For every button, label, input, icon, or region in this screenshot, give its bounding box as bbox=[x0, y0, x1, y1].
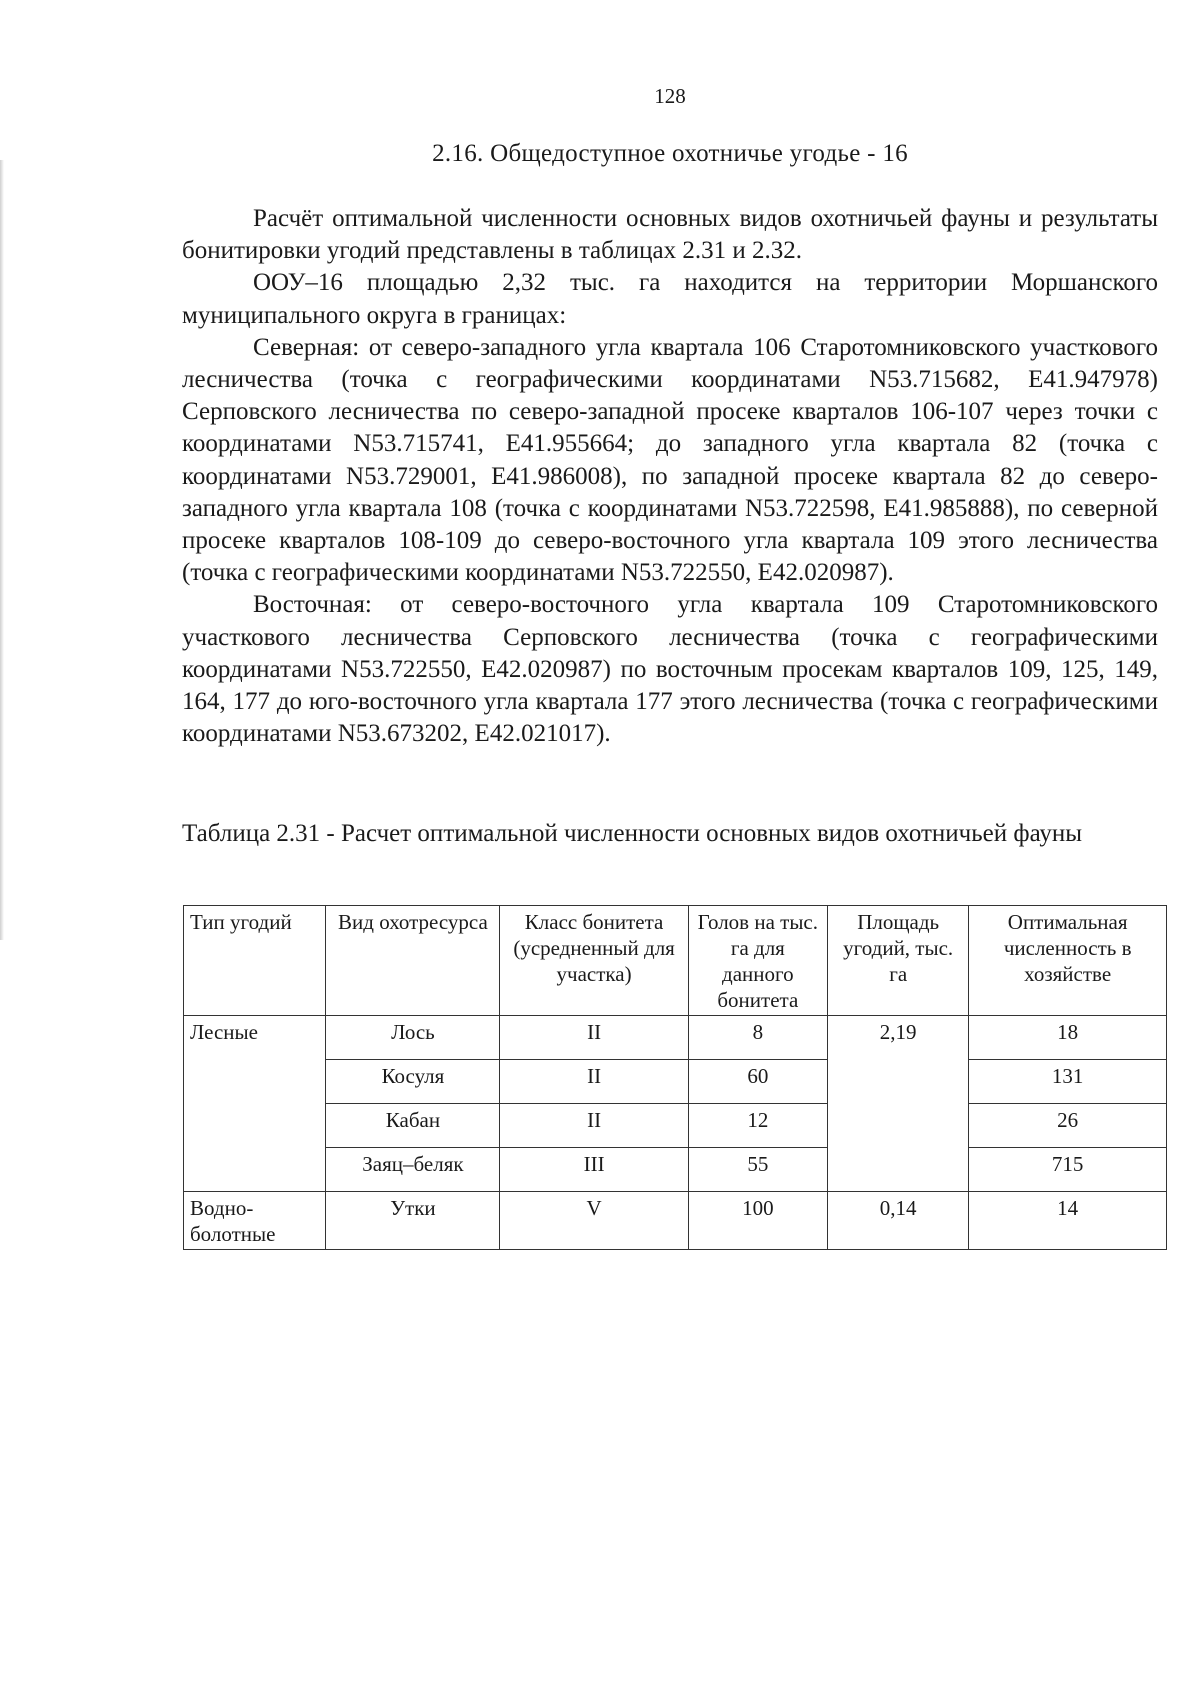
cell-area: 0,14 bbox=[828, 1192, 969, 1250]
table-row bbox=[184, 1060, 1167, 1104]
table-row bbox=[184, 1104, 1167, 1148]
cell-class: II bbox=[500, 1060, 688, 1104]
cell-land-type: Водно-болотные bbox=[184, 1192, 326, 1250]
cell-per-ha: 55 bbox=[688, 1148, 827, 1192]
cell-species: Косуля bbox=[326, 1060, 500, 1104]
header-land-type: Тип угодий bbox=[184, 906, 326, 1016]
cell-species: Заяц–беляк bbox=[326, 1148, 500, 1192]
header-optimal-number: Оптимальная численность в хозяйстве bbox=[969, 906, 1167, 1016]
cell-species: Лось bbox=[326, 1016, 500, 1060]
table-row bbox=[184, 1016, 1167, 1060]
paragraph-east-border: Восточная: от северо-восточного угла квартала 109 Старотомниковского участкового лесничества Серповского лесничества (точка с географическими координатами N53.722550, E42.020987) по восточным просекам кварталов 109, 125, 149, 164, 177 до юго-восточного угла квартала 177 этого лесничества (точка с географическими координатами N53.673202, E42.021017). bbox=[182, 591, 1158, 748]
cell-class: II bbox=[500, 1104, 688, 1148]
cell-per-ha: 100 bbox=[688, 1192, 827, 1250]
page-number: 128 bbox=[654, 84, 686, 108]
paragraph-north-border: Северная: от северо-западного угла квартала 106 Старотомниковского участкового лесничества (точка с географическими координатами N53.715682, E41.947978) Серповского лесничества по северо-западной просеке кварталов 106-107 через точки с координатами N53.715741, E41.955664; до западного угла квартала 82 (точка с координатами N53.729001, E41.986008), по западной просеке квартала 82 до северо-западного угла квартала 108 (точка с координатами N53.722598, E41.985888), по северной просеке кварталов 108-109 до северо-восточного угла квартала 109 этого лесничества (точка с географическими координатами N53.722550, E42.020987). bbox=[182, 333, 1158, 587]
cell-optimal: 18 bbox=[969, 1016, 1167, 1060]
table-row bbox=[184, 1192, 1167, 1250]
header-heads-per-ha: Голов на тыс. га для данного бонитета bbox=[688, 906, 827, 1016]
paragraph-intro: Расчёт оптимальной численности основных видов охотничьей фауны и результаты бонитировки угодий представлены в таблицах 2.31 и 2.32. bbox=[182, 205, 1158, 265]
cell-optimal: 26 bbox=[969, 1104, 1167, 1148]
cell-optimal: 715 bbox=[969, 1148, 1167, 1192]
cell-class: II bbox=[500, 1016, 688, 1060]
cell-optimal: 14 bbox=[969, 1192, 1167, 1250]
header-area: Площадь угодий, тыс. га bbox=[828, 906, 969, 1016]
cell-species: Утки bbox=[326, 1192, 500, 1250]
body-text bbox=[182, 203, 1158, 750]
cell-species: Кабан bbox=[326, 1104, 500, 1148]
table-caption: Таблица 2.31 - Расчет оптимальной численности основных видов охотничьей фауны bbox=[182, 820, 1083, 847]
cell-area: 2,19 bbox=[828, 1016, 969, 1192]
cell-per-ha: 8 bbox=[688, 1016, 827, 1060]
cell-per-ha: 12 bbox=[688, 1104, 827, 1148]
scan-edge-shadow bbox=[0, 160, 4, 940]
table-row bbox=[184, 1148, 1167, 1192]
header-bonitet-class: Класс бонитета (усредненный для участка) bbox=[500, 906, 688, 1016]
fauna-table bbox=[183, 905, 1167, 1250]
cell-optimal: 131 bbox=[969, 1060, 1167, 1104]
paragraph-area: ООУ–16 площадью 2,32 тыс. га находится на территории Моршанского муниципального округа в границах: bbox=[182, 269, 1158, 329]
cell-class: III bbox=[500, 1148, 688, 1192]
table-header-row bbox=[184, 906, 1167, 1016]
header-species: Вид охотресурса bbox=[326, 906, 500, 1016]
section-title: 2.16. Общедоступное охотничье угодье - 16 bbox=[432, 140, 908, 167]
cell-land-type: Лесные bbox=[184, 1016, 326, 1192]
cell-class: V bbox=[500, 1192, 688, 1250]
cell-per-ha: 60 bbox=[688, 1060, 827, 1104]
